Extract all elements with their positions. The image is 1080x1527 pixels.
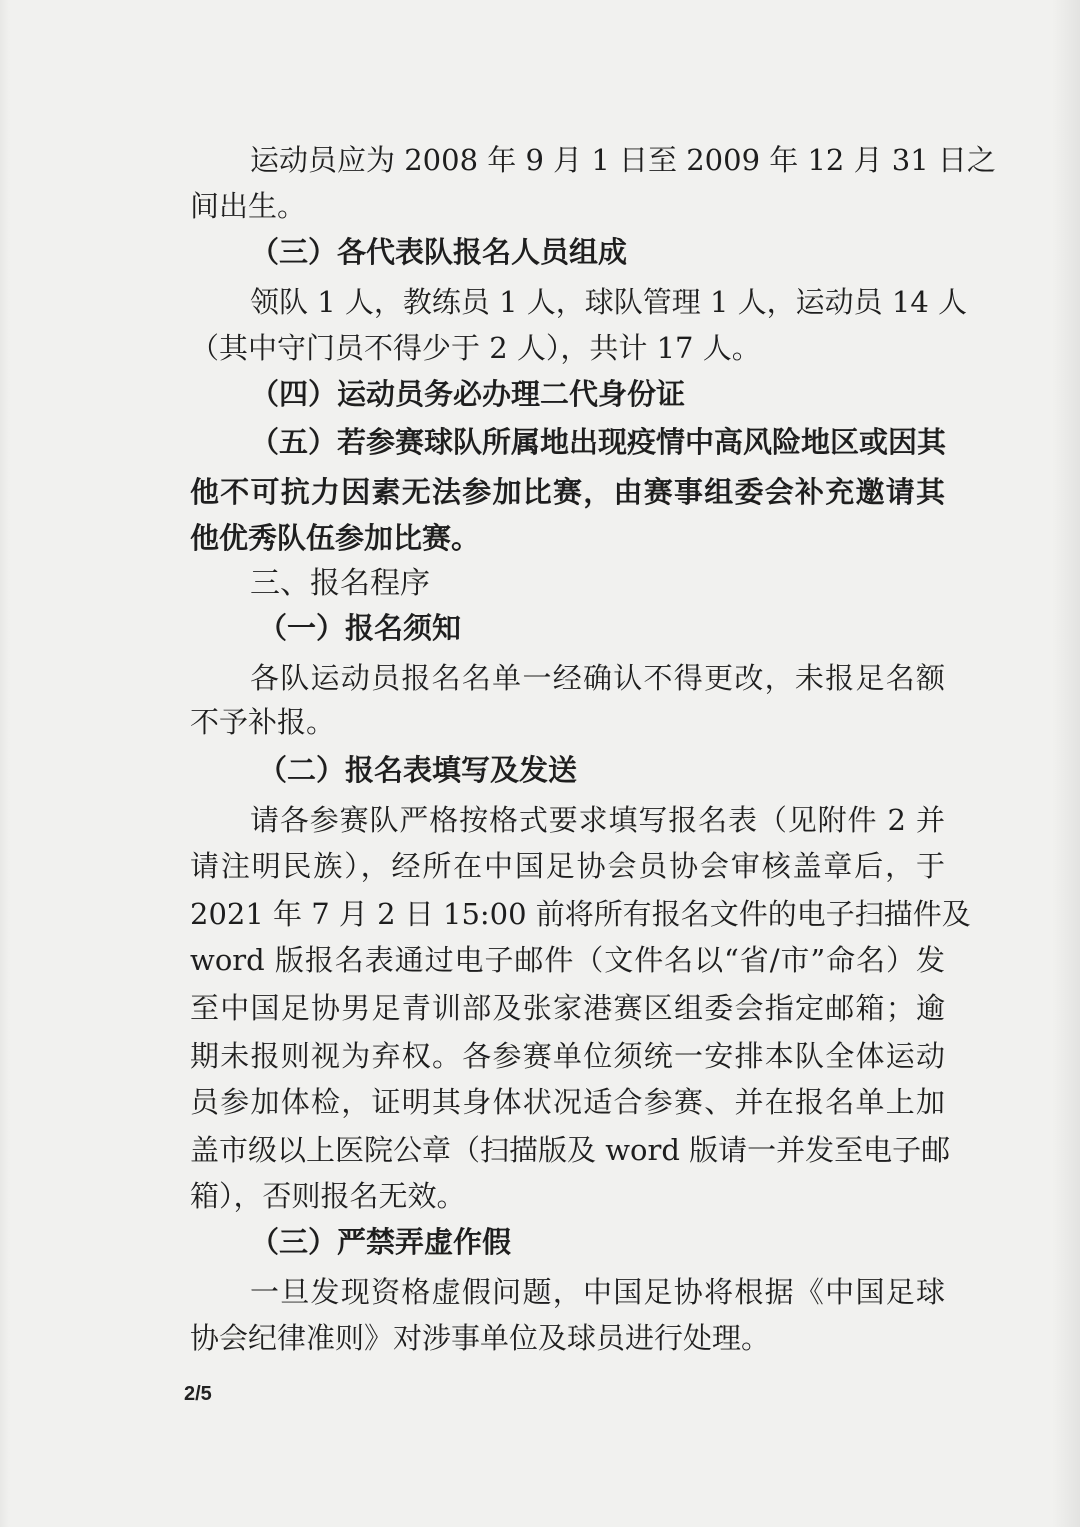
paragraph-line: 员参加体检，证明其身体状况适合参赛、并在报名单上加 — [190, 1085, 945, 1119]
paragraph-line: 期未报则视为弃权。各参赛单位须统一安排本队全体运动 — [190, 1039, 945, 1073]
paragraph-line: 至中国足协男足青训部及张家港赛区组委会指定邮箱；逾 — [190, 991, 945, 1025]
paragraph-line: 一旦发现资格虚假问题，中国足协将根据《中国足球 — [250, 1275, 945, 1309]
paragraph-line: 运动员应为 2008 年 9 月 1 日至 2009 年 12 月 31 日之 — [250, 143, 996, 177]
paragraph-line: 领队 1 人，教练员 1 人，球队管理 1 人，运动员 14 人 — [250, 285, 968, 319]
subheading: （五）若参赛球队所属地出现疫情中高风险地区或因其 — [250, 425, 947, 459]
paragraph-line: 不予补报。 — [190, 705, 336, 739]
scan-shadow-right — [1052, 0, 1080, 1527]
subheading: （四）运动员务必办理二代身份证 — [250, 377, 686, 411]
scan-shadow-left — [0, 0, 10, 1527]
paragraph-line: 间出生。 — [190, 189, 307, 223]
section-heading: 三、报名程序 — [250, 566, 430, 601]
paragraph-line: 协会纪律准则》对涉事单位及球员进行处理。 — [190, 1321, 771, 1355]
paragraph-line: 2021 年 7 月 2 日 15:00 前将所有报名文件的电子扫描件及 — [190, 897, 971, 931]
paragraph-line: （其中守门员不得少于 2 人），共计 17 人。 — [190, 331, 761, 365]
paragraph-line: 请注明民族），经所在中国足协会员协会审核盖章后，于 — [190, 849, 945, 883]
paragraph-line: 请各参赛队严格按格式要求填写报名表（见附件 2 并 — [250, 803, 945, 837]
subheading: （二）报名表填写及发送 — [258, 753, 578, 787]
subheading-continued: 他优秀队伍参加比赛。 — [190, 521, 481, 555]
subheading-continued: 他不可抗力因素无法参加比赛，由赛事组委会补充邀请其 — [190, 475, 945, 509]
subheading: （一）报名须知 — [258, 611, 462, 645]
subheading: （三）各代表队报名人员组成 — [250, 235, 628, 269]
subheading: （三）严禁弄虚作假 — [250, 1225, 512, 1259]
page-number: 2/5 — [184, 1383, 212, 1405]
paragraph-line: 盖市级以上医院公章（扫描版及 word 版请一并发至电子邮 — [190, 1133, 951, 1167]
paragraph-line: 箱），否则报名无效。 — [190, 1179, 466, 1213]
paragraph-line: word 版报名表通过电子邮件（文件名以“省/市”命名）发 — [190, 943, 945, 977]
paragraph-line: 各队运动员报名名单一经确认不得更改，未报足名额 — [250, 661, 945, 695]
